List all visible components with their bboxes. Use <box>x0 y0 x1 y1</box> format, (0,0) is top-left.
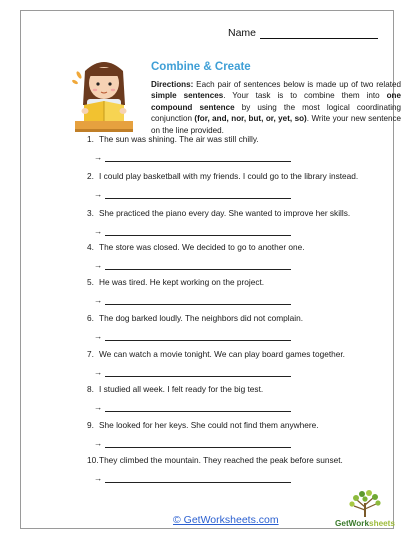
answer-line[interactable] <box>105 405 291 412</box>
arrow-icon: → <box>94 189 103 199</box>
directions-part-4: . Write your new sentence on the line provided. <box>151 114 401 135</box>
worksheet-title: Combine & Create <box>151 61 251 73</box>
name-field <box>228 27 378 39</box>
question-number: 6. <box>87 313 94 323</box>
answer-line[interactable] <box>105 476 291 483</box>
question-number: 2. <box>87 171 94 181</box>
question-text: We can watch a movie tonight. We can play board games together. <box>99 349 345 359</box>
question-item <box>87 277 407 305</box>
answer-line[interactable] <box>105 155 291 162</box>
worksheet-page <box>20 10 401 529</box>
getworksheets-logo-text <box>332 519 398 528</box>
question-number: 8. <box>87 384 94 394</box>
arrow-icon: → <box>94 438 103 448</box>
logo-text-part-2: sheets <box>369 519 395 528</box>
question-number: 7. <box>87 349 94 359</box>
question-text: I could play basketball with my friends. I could go to the library instead. <box>99 171 359 181</box>
answer-line[interactable] <box>105 298 291 305</box>
question-number: 10. <box>87 455 99 465</box>
question-text: She practiced the piano every day. She wanted to improve her skills. <box>99 208 351 218</box>
question-text: They climbed the mountain. They reached the peak before sunset. <box>99 455 343 465</box>
arrow-icon: → <box>94 402 103 412</box>
question-item <box>87 420 407 448</box>
logo-text-part-1: GetWork <box>335 519 370 528</box>
answer-line[interactable] <box>105 229 291 236</box>
arrow-icon: → <box>94 152 103 162</box>
directions-bold-2: one compound sentence <box>151 91 401 112</box>
answer-line[interactable] <box>105 370 291 377</box>
arrow-icon: → <box>94 226 103 236</box>
directions-part-1: Each pair of sentences below is made up of two related <box>193 80 401 89</box>
question-item <box>87 455 407 483</box>
answer-line[interactable] <box>105 441 291 448</box>
arrow-icon: → <box>94 331 103 341</box>
girl-reading-illustration <box>71 51 137 135</box>
arrow-icon: → <box>94 295 103 305</box>
answer-line[interactable] <box>105 263 291 270</box>
question-text: The sun was shining. The air was still chilly. <box>99 134 259 144</box>
directions-bold-3: (for, and, nor, but, or, yet, so) <box>194 114 307 124</box>
question-item <box>87 313 407 341</box>
question-item <box>87 242 407 270</box>
question-item <box>87 134 407 162</box>
answer-line[interactable] <box>105 192 291 199</box>
question-item <box>87 349 407 377</box>
directions-text <box>151 79 401 136</box>
arrow-icon: → <box>94 260 103 270</box>
question-number: 3. <box>87 208 94 218</box>
question-number: 1. <box>87 134 94 144</box>
question-item <box>87 384 407 412</box>
question-item <box>87 171 407 199</box>
question-text: I studied all week. I felt ready for the big test. <box>99 384 264 394</box>
arrow-icon: → <box>94 473 103 483</box>
question-text: She looked for her keys. She could not find them anywhere. <box>99 420 319 430</box>
footer-copyright-link[interactable]: © GetWorksheets.com <box>173 514 279 526</box>
question-item <box>87 208 407 236</box>
question-text: He was tired. He kept working on the project. <box>99 277 265 287</box>
arrow-icon: → <box>94 367 103 377</box>
name-label: Name <box>228 27 257 39</box>
question-text: The store was closed. We decided to go to another one. <box>99 242 305 252</box>
directions-part-2: . Your task is to combine them into <box>223 91 387 101</box>
name-line[interactable] <box>260 28 378 39</box>
directions-part-3: by using the most logical coordinating conjunction <box>151 102 401 124</box>
question-text: The dog barked loudly. The neighbors did not complain. <box>99 313 304 323</box>
question-number: 4. <box>87 242 94 252</box>
directions-bold-1: simple sentences <box>151 91 224 101</box>
question-number: 9. <box>87 420 94 430</box>
directions-label: Directions: <box>151 80 194 89</box>
answer-line[interactable] <box>105 334 291 341</box>
question-number: 5. <box>87 277 94 287</box>
